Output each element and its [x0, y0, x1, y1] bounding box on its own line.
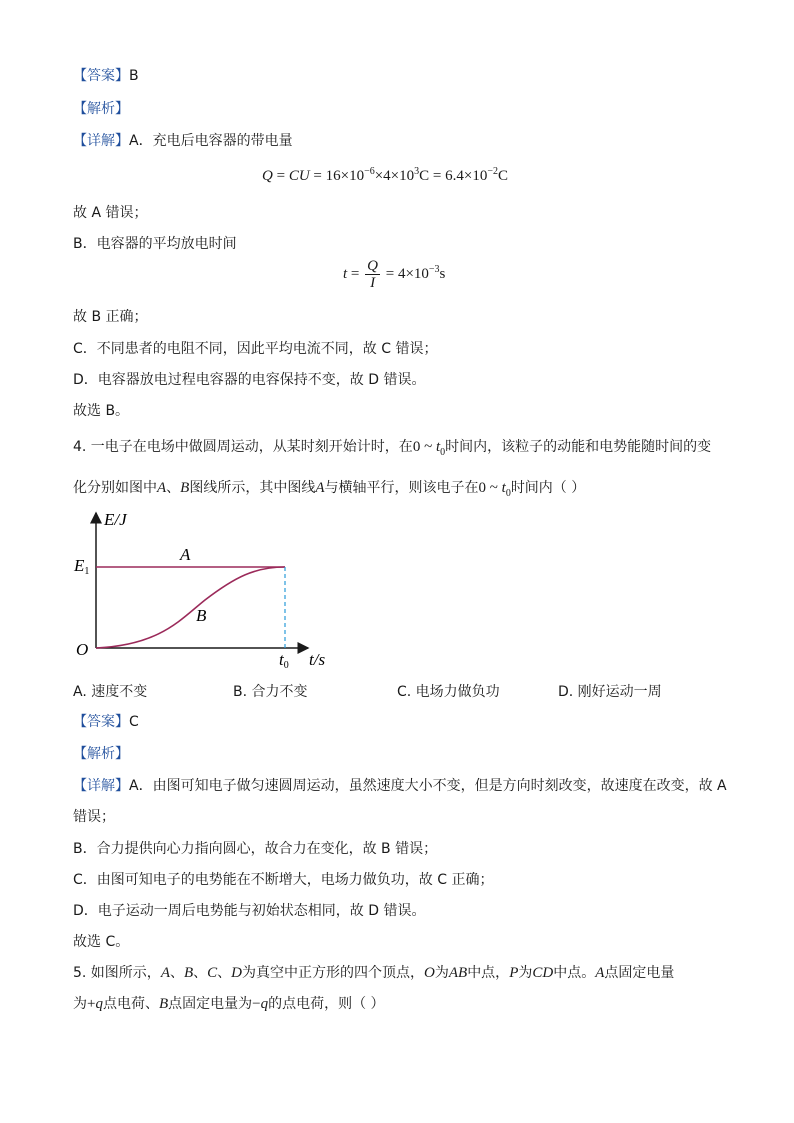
q4-stem-text: 与横轴平行，则该电子在	[324, 480, 479, 496]
q4-answer-line	[73, 713, 139, 731]
q4-stem-text: 时间内（ ）	[510, 480, 586, 496]
analysis-tag: 【解析】	[73, 101, 129, 117]
q5-stem-text: 为真空中正方形的四个顶点，	[242, 965, 425, 981]
x-axis-label: t/s	[309, 650, 326, 669]
q4-stem-line1: 4. 一电子在电场中做圆周运动，从某时刻开始计时，在0 ~ $t_0$时间内，该粒子的动能和电势能随时间的变	[73, 439, 712, 458]
q5-stem-text: 中点。	[553, 965, 596, 981]
q4-conclusion: 故选 C。	[73, 934, 130, 950]
q3-detail-d: D．电容器放电过程电容器的电容保持不变，故 D 错误。	[73, 372, 426, 388]
q4-stem-text: 4. 一电子在电场中做圆周运动，从某时刻开始计时，在	[73, 439, 413, 455]
q4-detail-c: C．由图可知电子的电势能在不断增大，电场力做负功，故 C 正确；	[73, 872, 494, 888]
option-d: D. 刚好运动一周	[558, 684, 662, 700]
detail-a-text: A．充电后电容器的带电量	[129, 133, 293, 149]
detail-tag: 【详解】	[73, 133, 129, 149]
q5-stem-line2: 为+q点电荷、B点固定电量为−q的点电荷，则（ ）	[73, 996, 385, 1012]
option-a: A. 速度不变	[73, 684, 148, 700]
q4-detail-d: D．电子运动一周后电势能与初始状态相同，故 D 错误。	[73, 903, 426, 919]
q3-detail-c: C．不同患者的电阻不同，因此平均电流不同，故 C 错误；	[73, 341, 438, 357]
q4-stem-text: 图线所示，其中图线	[189, 480, 316, 496]
answer-tag: 【答案】	[73, 714, 129, 730]
option-b: B. 合力不变	[233, 684, 308, 700]
q5-stem-text: 5. 如图所示，	[73, 965, 161, 981]
q4-stem-line2: 化分别如图中A、B图线所示，其中图线A与横轴平行，则该电子在0 ~ $t_0$时间内（ ）	[73, 480, 586, 499]
answer-tag: 【答案】	[73, 68, 129, 84]
q5-stem-text: 的点电荷，则（ ）	[268, 996, 385, 1012]
q5-stem-text: 为	[518, 965, 533, 981]
y-axis-label: E/J	[104, 510, 127, 529]
detail-a-text: A．由图可知电子做匀速圆周运动，虽然速度大小不变，但是方向时刻改变，故速度在改变，故 A	[129, 778, 727, 794]
q4-detail-a-cont: 错误；	[73, 809, 115, 825]
q5-stem-text: 为	[434, 965, 449, 981]
answer-value: B	[129, 68, 139, 84]
answer-value: C	[129, 714, 139, 730]
origin-label: O	[76, 640, 89, 659]
curve-b-line	[96, 567, 285, 648]
q3-conclusion: 故选 B。	[73, 403, 130, 419]
q5-stem-line1: 5. 如图所示，A、B、C、D为真空中正方形的四个顶点，O为AB中点，P为CD中点。A点固定电量	[73, 965, 675, 981]
analysis-tag: 【解析】	[73, 746, 129, 762]
option-c: C. 电场力做负功	[397, 684, 500, 700]
equation-charge: Q = CU = $16\times 10^{-6}\times 4\times 10^3C = 6.4\times 10^{-2}C$	[262, 166, 508, 184]
t0-label: t0	[279, 650, 289, 671]
q5-stem-text: 为	[73, 996, 87, 1012]
q4-stem-text: 化分别如图中	[73, 480, 157, 496]
equation-time: t = $\frac{Q}{I}$ = $4\times 10^{-3}s$	[343, 258, 446, 291]
detail-tag: 【详解】	[73, 778, 129, 794]
q3-detail-b: B．电容器的平均放电时间	[73, 236, 237, 252]
q3-a-result: 故 A 错误；	[73, 205, 148, 221]
q4-detail-a	[73, 777, 727, 795]
q5-stem-text: 点电荷、	[102, 996, 159, 1012]
q5-stem-text: 点固定电量	[604, 965, 675, 981]
q3-b-result: 故 B 正确；	[73, 309, 148, 325]
e1-label: E1	[74, 556, 90, 577]
q5-stem-text: 中点，	[467, 965, 510, 981]
q5-stem-text: 点固定电量为	[168, 996, 253, 1012]
q3-detail-a	[73, 132, 293, 150]
q4-stem-text: 时间内，该粒子的动能和电势能随时间的变	[445, 439, 712, 455]
energy-time-graph	[70, 505, 340, 675]
q3-answer-line	[73, 67, 139, 85]
curve-b-label: B	[196, 606, 207, 625]
q4-detail-b: B．合力提供向心力指向圆心，故合力在变化，故 B 错误；	[73, 841, 438, 857]
curve-a-label: A	[180, 545, 191, 564]
